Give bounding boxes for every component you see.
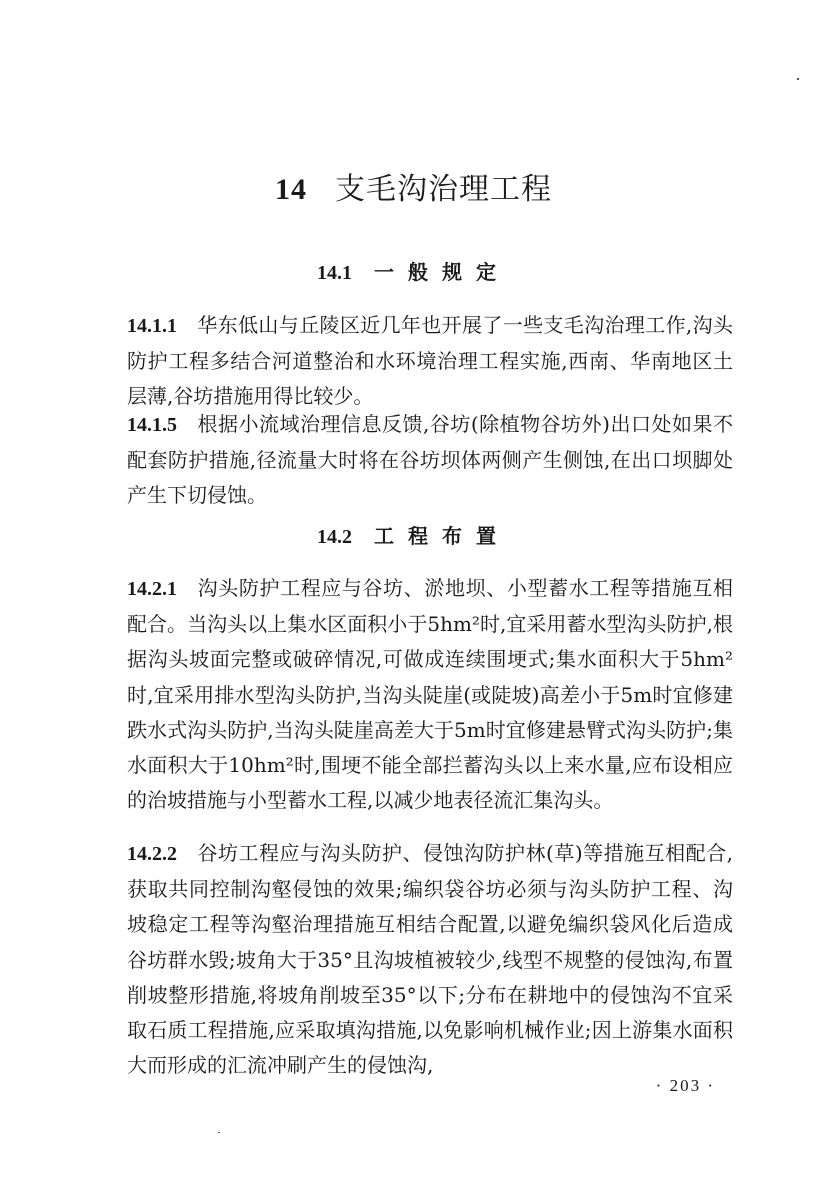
clause-14-1-5 xyxy=(127,407,733,514)
clause-number: 14.1.1 xyxy=(127,315,177,337)
clause-text: 根据小流域治理信息反馈,谷坊(除植物谷坊外)出口处如果不配套防护措施,径流量大时将在谷坊坝体两侧产生侧蚀,在出口坝脚处产生下切侵蚀。 xyxy=(127,412,733,508)
page-number: · 203 · xyxy=(655,1076,715,1095)
chapter-title xyxy=(0,168,827,212)
clause-number: 14.2.1 xyxy=(127,578,177,600)
chapter-title-text: 支毛沟治理工程 xyxy=(335,172,552,207)
clause-text: 沟头防护工程应与谷坊、淤地坝、小型蓄水工程等措施互相配合。当沟头以上集水区面积小于5hm²时,宜采用蓄水型沟头防护,根据沟头坡面完整或破碎情况,可做成连续围埂式;集水面积大于5hm²时,宜采用排水型沟头防护,当沟头陡崖(或陡坡)高差小于5m时宜修建跌水式沟头防护,当沟头陡崖高差大于5m时宜修建悬臂式沟头防护;集水面积大于10hm²时,围埂不能全部拦蓄沟头以上来水量,应布设相应的治坡措施与小型蓄水工程,以减少地表径流汇集沟头。 xyxy=(127,576,733,813)
clause-number: 14.1.5 xyxy=(127,414,177,436)
clause-text: 华东低山与丘陵区近几年也开展了一些支毛沟治理工作,沟头防护工程多结合河道整治和水环境治理工程实施,西南、华南地区土层薄,谷坊措施用得比较少。 xyxy=(127,313,733,409)
scan-speck xyxy=(797,78,799,80)
clause-14-2-1 xyxy=(127,571,733,818)
section-number: 14.2 xyxy=(317,526,352,548)
chapter-number: 14 xyxy=(275,173,307,206)
clause-text: 谷坊工程应与沟头防护、侵蚀沟防护林(草)等措施互相配合,获取共同控制沟壑侵蚀的效果;编织袋谷坊必须与沟头防护工程、沟坡稳定工程等沟壑治理措施互相结合配置,以避免编织袋风化后造成谷坊群水毁;坡角大于35°且沟坡植被较少,线型不规整的侵蚀沟,布置削坡整形措施,将坡角削坡至35°以下;分布在耕地中的侵蚀沟不宜采取石质工程措施,应采取填沟措施,以免影响机械作业;因上游集水面积大而形成的汇流冲刷产生的侵蚀沟, xyxy=(127,841,733,1078)
section-heading-14-2 xyxy=(0,521,827,552)
scan-speck xyxy=(218,1132,220,1133)
clause-14-1-1 xyxy=(127,308,733,415)
section-title-text: 一般规定 xyxy=(374,260,510,284)
section-title-text: 工程布置 xyxy=(374,524,510,548)
section-heading-14-1 xyxy=(0,257,827,288)
clause-14-2-2 xyxy=(127,836,733,1083)
clause-number: 14.2.2 xyxy=(127,843,177,865)
section-number: 14.1 xyxy=(317,262,352,284)
